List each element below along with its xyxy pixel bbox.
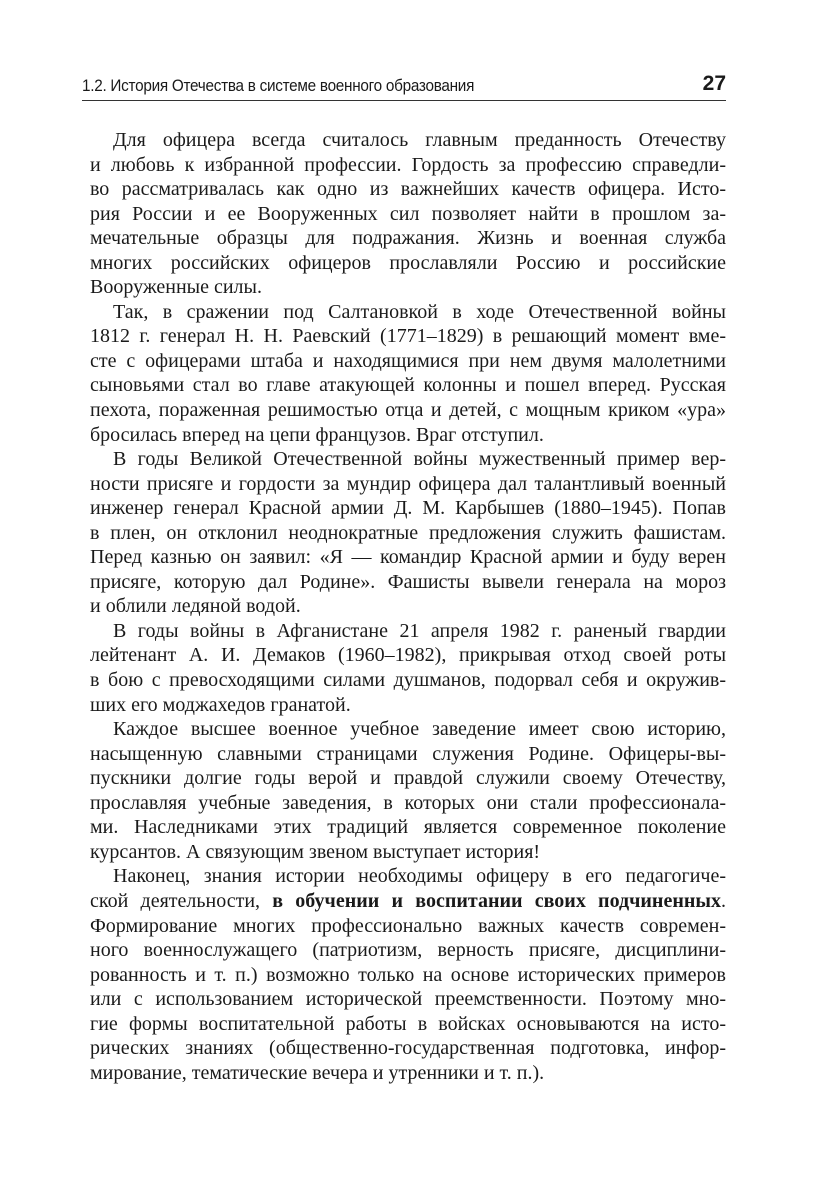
text-line bbox=[90, 447, 726, 472]
running-header bbox=[82, 72, 726, 101]
text-line bbox=[90, 300, 726, 325]
line-text: Так, в сражении под Салтановкой в ходе Отечественной войны bbox=[113, 300, 726, 323]
emphasized-phrase: в обучении и воспитании своих подчиненных bbox=[272, 889, 721, 912]
text-line bbox=[90, 373, 726, 398]
text-line bbox=[90, 545, 726, 570]
line-text: в плен, он отклонил неоднократные предложения служить фашистам. bbox=[90, 521, 726, 544]
line-text: Каждое высшее военное учебное заведение имеет свою историю, bbox=[113, 718, 726, 741]
line-text: или с использованием исторической преемственности. Поэтому мно- bbox=[90, 988, 726, 1011]
line-text: 1812 г. генерал Н. Н. Раевский (1771–1829) в решающий момент вме- bbox=[90, 325, 726, 348]
text-line bbox=[90, 594, 726, 619]
line-text: ми. Наследниками этих традиций является современное поколение bbox=[90, 816, 726, 839]
line-text: и облили ледяной водой. bbox=[90, 595, 301, 618]
line-text: присяге, которую дал Родине». Фашисты вывели генерала на мороз bbox=[90, 570, 726, 593]
line-text: ности присяге и гордости за мундир офицера дал талантливый военный bbox=[90, 472, 726, 495]
text-line bbox=[90, 864, 726, 889]
text-line bbox=[90, 496, 726, 521]
line-text: рия России и ее Вооруженных сил позволяет найти в прошлом за- bbox=[90, 202, 726, 225]
section-title: 1.2. История Отечества в системе военного образования bbox=[82, 76, 475, 95]
paragraph bbox=[90, 619, 726, 717]
text-line bbox=[90, 938, 726, 963]
line-text: курсантов. А связующим звеном выступает история! bbox=[90, 840, 541, 863]
line-text: сыновьями стал во главе атакующей колонны и пошел вперед. Русская bbox=[90, 374, 726, 397]
text-line bbox=[90, 914, 726, 939]
text-line bbox=[90, 398, 726, 423]
text-line bbox=[90, 226, 726, 251]
line-text: пехота, пораженная решимостью отца и детей, с мощным криком «ура» bbox=[90, 399, 726, 422]
text-line bbox=[90, 987, 726, 1012]
text-line bbox=[90, 643, 726, 668]
line-text: Перед казнью он заявил: «Я — командир Красной армии и буду верен bbox=[90, 546, 726, 569]
line-text: сте с офицерами штаба и находящимися при нем двумя малолетними bbox=[90, 349, 726, 372]
text-line bbox=[90, 742, 726, 767]
text-line bbox=[90, 889, 726, 914]
line-text: лейтенант А. И. Демаков (1960–1982), прикрывая отход своей роты bbox=[90, 644, 726, 667]
line-text: Для офицера всегда считалось главным преданность Отечеству bbox=[113, 129, 726, 151]
line-text: рованность и т. п.) возможно только на основе исторических примеров bbox=[90, 963, 726, 986]
line-text: в бою с превосходящими силами душманов, подорвал себя и окружив- bbox=[90, 669, 726, 692]
text-line bbox=[90, 1061, 726, 1086]
page-number: 27 bbox=[702, 72, 726, 95]
text-line bbox=[90, 766, 726, 791]
paragraph bbox=[90, 128, 726, 300]
line-text: ших его моджахедов гранатой. bbox=[90, 693, 351, 716]
text-line bbox=[90, 423, 726, 448]
line-text: пускники долгие годы верой и правдой служили своему Отечеству, bbox=[90, 767, 726, 790]
line-text: рических знаниях (общественно-государственная подготовка, инфор- bbox=[90, 1037, 726, 1060]
text-line bbox=[90, 668, 726, 693]
line-text: насыщенную славными страницами служения Родине. Офицеры-вы- bbox=[90, 742, 726, 765]
text-line bbox=[90, 840, 726, 865]
text-line bbox=[90, 1036, 726, 1061]
text-line bbox=[90, 1012, 726, 1037]
line-text: прославляя учебные заведения, в которых они стали профессионала- bbox=[90, 791, 726, 814]
line-text: Вооруженные силы. bbox=[90, 276, 262, 299]
text-line bbox=[90, 324, 726, 349]
line-text: мирование, тематические вечера и утренники и т. п.). bbox=[90, 1061, 545, 1084]
line-text: во рассматривалась как одно из важнейших качеств офицера. Исто- bbox=[90, 178, 726, 201]
text-line bbox=[90, 202, 726, 227]
paragraph bbox=[90, 300, 726, 447]
line-text: и любовь к избранной профессии. Гордость за профессию справедли- bbox=[90, 153, 726, 176]
line-text: мечательные образцы для подражания. Жизнь и военная служба bbox=[90, 227, 726, 250]
text-line bbox=[90, 791, 726, 816]
text-line bbox=[90, 521, 726, 546]
line-text: Формирование многих профессионально важных качеств современ- bbox=[90, 914, 726, 937]
text-line bbox=[90, 815, 726, 840]
line-text: многих российских офицеров прославляли Россию и российские bbox=[90, 251, 726, 274]
text-line bbox=[90, 472, 726, 497]
text-line bbox=[90, 251, 726, 276]
line-text: бросилась вперед на цепи французов. Враг отступил. bbox=[90, 423, 544, 446]
text-line bbox=[90, 128, 726, 153]
line-text: ской деятельности, bbox=[90, 889, 273, 912]
text-line bbox=[90, 177, 726, 202]
line-text: В годы войны в Афганистане 21 апреля 1982 г. раненый гвардии bbox=[113, 619, 726, 642]
text-line bbox=[90, 717, 726, 742]
body-text bbox=[90, 128, 726, 1085]
text-line bbox=[90, 963, 726, 988]
text-line bbox=[90, 693, 726, 718]
text-line bbox=[90, 275, 726, 300]
line-text: Наконец, знания истории необходимы офицеру в его педагогиче- bbox=[113, 865, 726, 888]
line-text: инженер генерал Красной армии Д. М. Карбышев (1880–1945). Попав bbox=[90, 497, 726, 520]
line-text: ного военнослужащего (патриотизм, верность присяге, дисциплини- bbox=[90, 939, 726, 962]
paragraph bbox=[90, 864, 726, 1085]
paragraph bbox=[90, 447, 726, 619]
line-text: гие формы воспитательной работы в войсках основываются на исто- bbox=[90, 1012, 726, 1035]
line-text: В годы Великой Отечественной войны мужественный пример вер- bbox=[113, 448, 726, 471]
text-line bbox=[90, 619, 726, 644]
text-line bbox=[90, 570, 726, 595]
text-line bbox=[90, 153, 726, 178]
line-text: . bbox=[721, 889, 726, 912]
text-line bbox=[90, 349, 726, 374]
paragraph bbox=[90, 717, 726, 864]
